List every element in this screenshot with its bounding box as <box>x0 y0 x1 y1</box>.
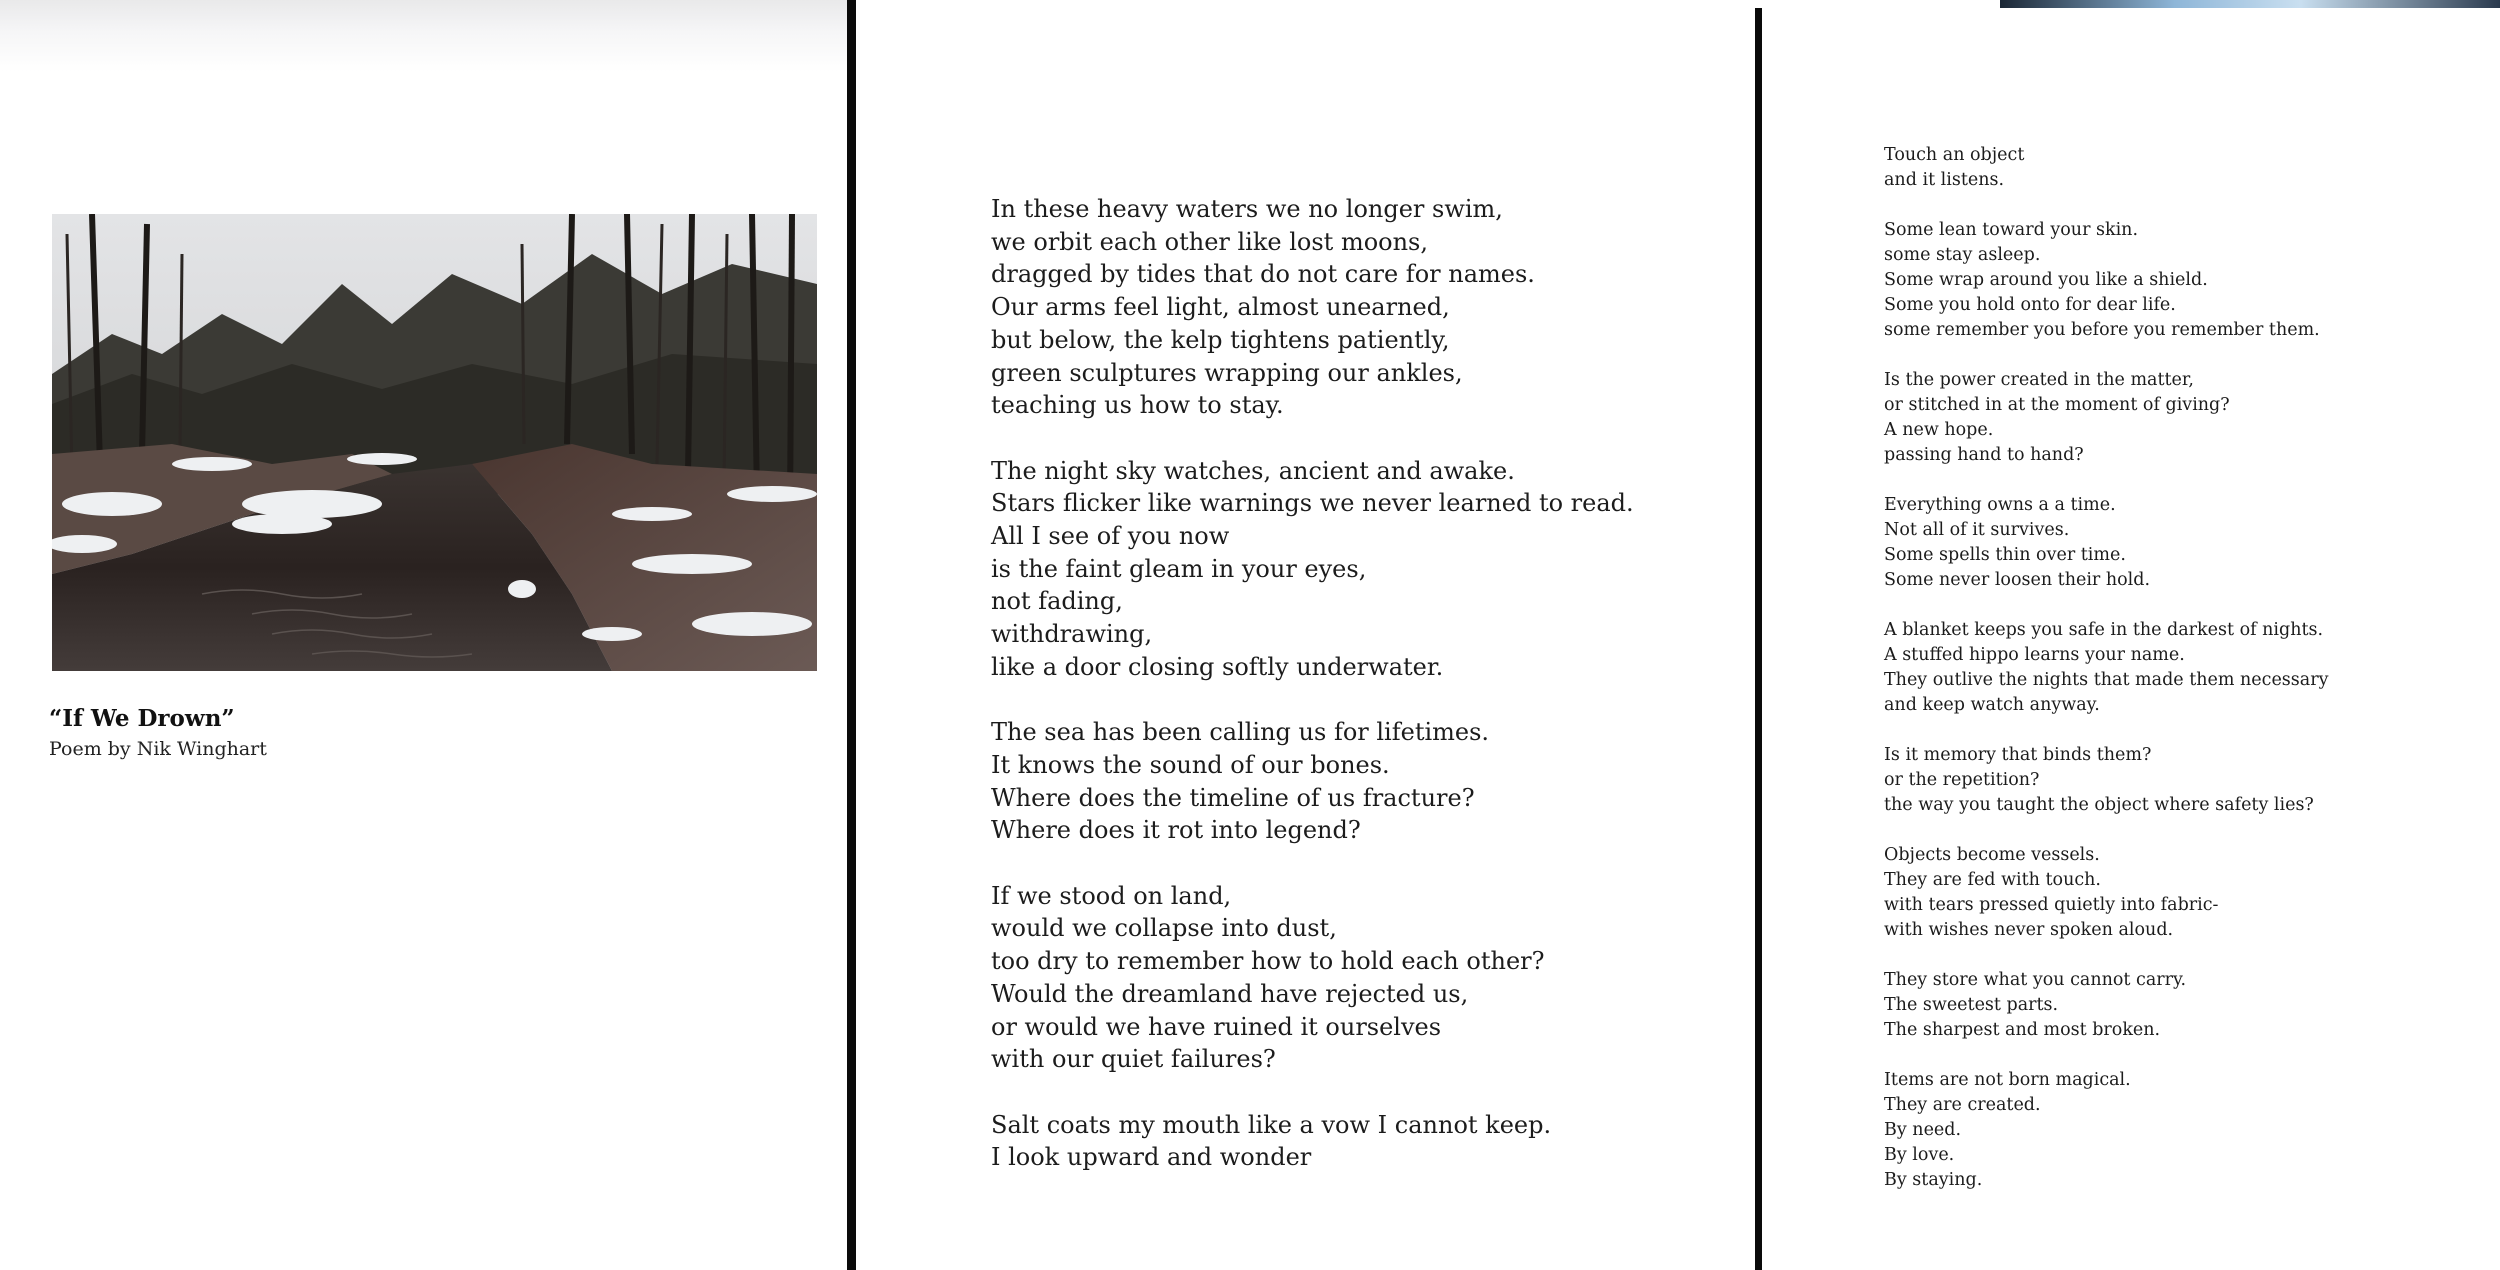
poem-line: I look upward and wonder <box>991 1143 1312 1172</box>
poem-line: A new hope. <box>1884 420 1994 440</box>
poem-line: Where does it rot into legend? <box>991 816 1361 845</box>
poem-line: not fading, <box>991 587 1123 616</box>
poem-line: we orbit each other like lost moons, <box>991 227 1429 256</box>
poem-line: withdrawing, <box>991 620 1153 649</box>
poem-line: Touch an object <box>1884 145 2025 165</box>
poem-line: teaching us how to stay. <box>991 391 1284 420</box>
poem-line: They store what you cannot carry. <box>1884 970 2187 990</box>
poem-line: with wishes never spoken aloud. <box>1884 920 2174 940</box>
poem-line: A stuffed hippo learns your name. <box>1884 645 2185 665</box>
poem-line: passing hand to hand? <box>1884 445 2084 465</box>
poem-line: Is the power created in the matter, <box>1884 370 2194 390</box>
stanza <box>991 1109 1634 1174</box>
stanza-break <box>1884 1043 2328 1068</box>
stanza <box>1884 218 2328 343</box>
poem-line: some stay asleep. <box>1884 245 2041 265</box>
poem-line: The sea has been calling us for lifetimes. <box>991 718 1490 747</box>
poem-line: would we collapse into dust, <box>991 914 1337 943</box>
middle-page <box>857 0 1755 1270</box>
poem-line: or would we have ruined it ourselves <box>991 1012 1442 1041</box>
poem-line: All I see of you now <box>991 522 1230 551</box>
stanza-break <box>991 1076 1634 1109</box>
poem-line: Salt coats my mouth like a vow I cannot keep. <box>991 1110 1552 1139</box>
poem-line: Our arms feel light, almost unearned, <box>991 293 1450 322</box>
poem-line: with our quiet failures? <box>991 1045 1276 1074</box>
stanza-break <box>1884 718 2328 743</box>
stanza <box>1884 368 2328 468</box>
poem-line: By need. <box>1884 1120 1962 1140</box>
poem-line: Everything owns a a time. <box>1884 495 2116 515</box>
poem-line: with tears pressed quietly into fabric- <box>1884 895 2219 915</box>
poem-line: If we stood on land, <box>991 881 1232 910</box>
poem-line: A blanket keeps you safe in the darkest of nights. <box>1884 620 2324 640</box>
stanza-break <box>991 684 1634 717</box>
page-edge-strip <box>2000 0 2500 8</box>
poem-line: Items are not born magical. <box>1884 1070 2131 1090</box>
stanza <box>1884 743 2328 818</box>
poem-line: Some never loosen their hold. <box>1884 570 2151 590</box>
left-page <box>0 0 847 1270</box>
poem-line: They are fed with touch. <box>1884 870 2101 890</box>
stanza-break <box>991 422 1634 455</box>
stanza <box>991 193 1634 422</box>
poem-line: dragged by tides that do not care for names. <box>991 260 1535 289</box>
stanza <box>1884 143 2328 193</box>
poem-line: and it listens. <box>1884 170 2005 190</box>
poem-line: Stars flicker like warnings we never learned to read. <box>991 489 1634 518</box>
stanza-break <box>1884 193 2328 218</box>
stanza <box>991 880 1634 1076</box>
poem-line: Objects become vessels. <box>1884 845 2100 865</box>
poem-line: The sharpest and most broken. <box>1884 1020 2161 1040</box>
poem-line: Some wrap around you like a shield. <box>1884 270 2208 290</box>
poem-byline: Poem by Nik Winghart <box>49 738 267 760</box>
right-page <box>1764 0 2500 1270</box>
poem-line: some remember you before you remember them. <box>1884 320 2320 340</box>
poem-line: Would the dreamland have rejected us, <box>991 979 1469 1008</box>
poem-line: or stitched in at the moment of giving? <box>1884 395 2230 415</box>
poem-body <box>991 193 1634 1174</box>
poem-line: and keep watch anyway. <box>1884 695 2100 715</box>
stanza-break <box>1884 343 2328 368</box>
stanza-break <box>1884 593 2328 618</box>
stanza <box>991 455 1634 684</box>
poem-line: Where does the timeline of us fracture? <box>991 783 1475 812</box>
stanza <box>1884 968 2328 1043</box>
poem-line: Not all of it survives. <box>1884 520 2070 540</box>
poem-line: or the repetition? <box>1884 770 2040 790</box>
poem-line: too dry to remember how to hold each other? <box>991 947 1545 976</box>
page-divider <box>847 0 856 1270</box>
poem-line: Some lean toward your skin. <box>1884 220 2139 240</box>
poem-line: green sculptures wrapping our ankles, <box>991 358 1463 387</box>
poem-line: Some you hold onto for dear life. <box>1884 295 2176 315</box>
stanza-break <box>1884 943 2328 968</box>
stanza-break <box>991 847 1634 880</box>
page-divider <box>1755 8 1762 1270</box>
stanza <box>1884 1068 2328 1193</box>
poem-line: the way you taught the object where safety lies? <box>1884 795 2314 815</box>
stanza-break <box>1884 468 2328 493</box>
poem-body <box>1884 143 2328 1193</box>
poem-line: like a door closing softly underwater. <box>991 652 1444 681</box>
page-top-shadow <box>0 0 847 72</box>
poem-line: By staying. <box>1884 1170 1983 1190</box>
poem-line: The night sky watches, ancient and awake. <box>991 456 1515 485</box>
poem-line: but below, the kelp tightens patiently, <box>991 325 1450 354</box>
stanza-break <box>1884 818 2328 843</box>
poem-line: It knows the sound of our bones. <box>991 750 1390 779</box>
poem-line: The sweetest parts. <box>1884 995 2059 1015</box>
poem-line: Is it memory that binds them? <box>1884 745 2152 765</box>
stanza <box>1884 493 2328 593</box>
poem-title: “If We Drown” <box>49 705 235 732</box>
poem-line: Some spells thin over time. <box>1884 545 2126 565</box>
stanza <box>1884 618 2328 718</box>
poem-line: They outlive the nights that made them necessary <box>1884 670 2329 690</box>
river-photo <box>52 214 817 671</box>
poem-line: is the faint gleam in your eyes, <box>991 554 1367 583</box>
poem-line: By love. <box>1884 1145 1955 1165</box>
stanza <box>1884 843 2328 943</box>
poem-line: In these heavy waters we no longer swim, <box>991 195 1503 223</box>
stanza <box>991 716 1634 847</box>
poem-line: They are created. <box>1884 1095 2041 1115</box>
